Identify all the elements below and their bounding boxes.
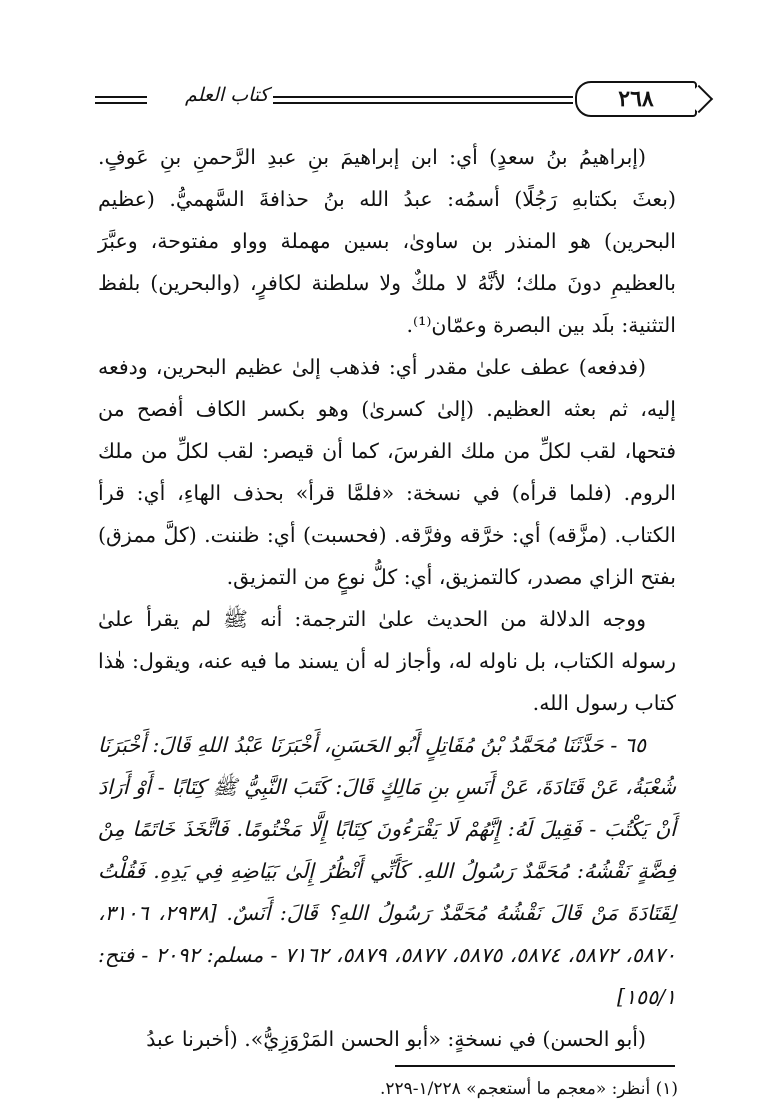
header-rule-left-lower — [95, 102, 147, 104]
paragraph: ووجه الدلالة من الحديث علىٰ الترجمة: أنه ﷺ لم يقرأ علىٰ رسوله الكتاب، بل ناوله له، وأجاز له أن يسند ما فيه عنه، ويقول: هٰذا كتاب رسول الله. — [98, 607, 676, 715]
paragraph: (فدفعه) عطف علىٰ مقدر أي: فذهب إلىٰ عظيم البحرين، ودفعه إليه، ثم بعثه العظيم. (إلىٰ كسرىٰ) وهو بكسر الكاف أفصح من فتحها، لقب لكلِّ من ملك الفرسَ، كما أن قيصر: لقب لكلِّ من ملك الروم. (فلما قرأه) في نسخة: «فلمَّا قرأ» بحذف الهاءِ، أي: قرأ الكتاب. (مزَّقه) أي: خرَّقه وفرَّقه. (فحسبت) أي: ظننت. (كلَّ ممزق) بفتح الزاي مصدر، كالتمزيق، أي: كلُّ نوعٍ من التمزيق. — [98, 355, 676, 589]
page-body — [98, 136, 676, 1060]
header-rule-middle-lower — [273, 102, 573, 104]
book-title: كتاب العلم — [185, 84, 269, 106]
paragraph: (إبراهيمُ بنُ سعدٍ) أي: ابن إبراهيمَ بنِ عبدِ الرَّحمنِ بنِ عَوفٍ. (بعثَ بكتابهِ رَجُلًا) أسمُه: عبدُ الله بنُ حذافةَ السَّهميُّ. (عظيم البحرين) هو المنذر بن ساوىٰ، بسين مهملة وواو مفتوحة، وعبَّرَ بالعظيمِ دونَ ملك؛ لأنَّهُ لا ملكٌ ولا سلطنة لكافرٍ، (والبحرين) بلفظ التثنية: بلَد بين البصرة وعمّان⁽¹⁾. — [98, 145, 676, 337]
page-header — [95, 78, 685, 118]
header-rule-middle — [273, 96, 573, 98]
page-number: ٢٦٨ — [618, 86, 654, 112]
footnote-separator — [395, 1065, 675, 1067]
footnote: (١) أنظر: «معجم ما أستعجم» ١/٢٢٨-٢٢٩. — [379, 1079, 678, 1099]
paragraph: (أبو الحسن) في نسخةٍ: «أبو الحسن المَرْوَزِيُّ». (أخبرنا عبدُ — [146, 1027, 646, 1051]
header-rule-left — [95, 96, 147, 98]
hadith-paragraph: ٦٥ - حَدَّثَنَا مُحَمَّدُ بْنُ مُقَاتِلٍ أَبُو الحَسَنِ، أَخْبَرَنَا عَبْدُ اللهِ قَالَ: أَخْبَرَنَا شُعْبَةُ، عَنْ قَتَادَةَ، عَنْ أَنَسِ بنِ مَالِكٍ قَالَ: كَتَبَ النَّبِيُّ ﷺ كِتَابًا - أَوْ أَرَادَ أَنْ يَكْتُبَ - فَقِيلَ لَهُ: إِنَّهُمْ لَا يَقْرَءُونَ كِتَابًا إِلَّا مَخْتُومًا. فَاتَّخَذَ خَاتَمًا مِنْ فِضَّةٍ نَقْشُهُ: مُحَمَّدٌ رَسُولُ اللهِ. كَأَنِّي أَنْظُرُ إِلَىٰ بَيَاضِهِ فِي يَدِهِ. فَقُلْتُ لِقَتَادَةَ مَنْ قَالَ نَقْشُهُ مُحَمَّدٌ رَسُولُ اللهِ؟ قَالَ: أَنَسٌ. [٢٩٣٨، ٣١٠٦، ٥٨٧٠، ٥٨٧٢، ٥٨٧٤، ٥٨٧٥، ٥٨٧٧، ٥٨٧٩، ٧١٦٢ - مسلم: ٢٠٩٢ - فتح: ١٥٥/١] — [98, 733, 676, 1009]
page-number-badge — [575, 81, 697, 117]
